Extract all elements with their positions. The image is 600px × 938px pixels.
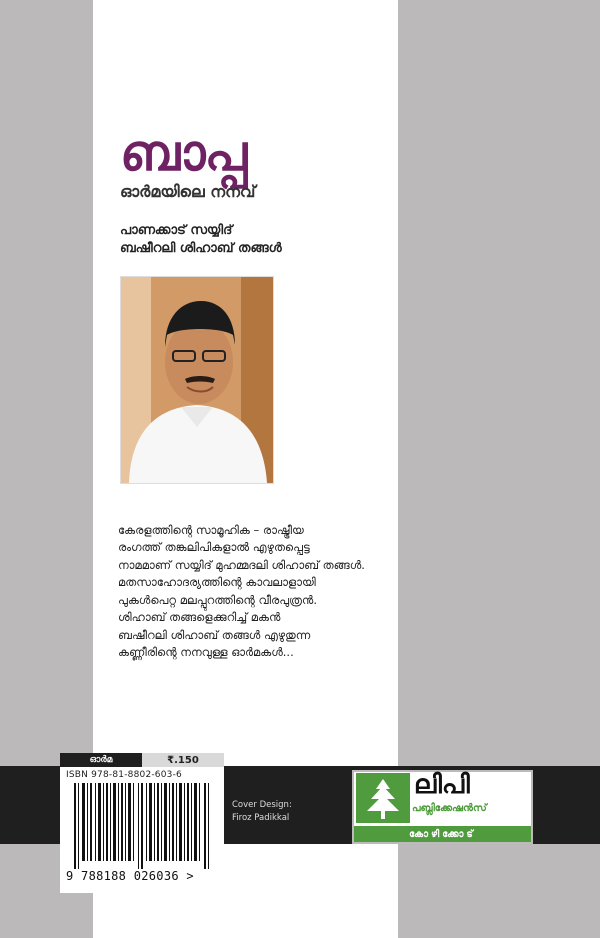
cover-design-label: Cover Design: bbox=[232, 800, 292, 810]
book-subtitle: ഓർമയിലെ നനവ് bbox=[120, 182, 256, 201]
blurb-line: ശിഹാബ് തങ്ങളെക്കുറിച്ച് മകൻ bbox=[118, 610, 281, 625]
tree-logo-icon bbox=[356, 773, 410, 823]
isbn-text: ISBN 978-81-8802-603-6 bbox=[66, 770, 182, 780]
barcode-digits: 9 788188 026036 > bbox=[66, 869, 194, 883]
blurb-line: കേരളത്തിന്റെ സാമൂഹിക – രാഷ്ട്രീയ bbox=[118, 523, 304, 537]
author-name bbox=[120, 222, 282, 257]
blurb-line: കണ്ണീരിന്റെ നനവുള്ള ഓർമകൾ... bbox=[118, 645, 294, 660]
author-photo bbox=[120, 276, 274, 484]
publisher-city: കോഴിക്കോട് bbox=[354, 826, 531, 842]
barcode-icon bbox=[74, 783, 212, 869]
blurb-line: പുകൾപെറ്റ മലപ്പുറത്തിന്റെ വീരപുത്രൻ. bbox=[118, 592, 317, 607]
blurb-line: രംഗത്ത് തങ്കലിപികളാൽ എഴുതപ്പെട്ട bbox=[118, 540, 310, 555]
blurb-line: നാമമാണ് സയ്യിദ് മുഹമ്മദലി ശിഹാബ് തങ്ങൾ. bbox=[118, 557, 365, 572]
publisher-subtitle: പബ്ലിക്കേഷൻസ് bbox=[412, 803, 487, 814]
author-line-2: ബഷീറലി ശിഹാബ് തങ്ങൾ bbox=[120, 240, 282, 256]
author-line-1: പാണക്കാട് സയ്യിദ് bbox=[120, 223, 233, 238]
blurb-line: ബഷീറലി ശിഹാബ് തങ്ങൾ എഴുതുന്ന bbox=[118, 627, 311, 642]
author-portrait-illustration bbox=[121, 277, 273, 483]
book-title: ബാപ്പ bbox=[120, 124, 247, 182]
cover-design-credit bbox=[232, 799, 292, 825]
back-cover-blurb bbox=[118, 522, 396, 662]
category-label: ഓർമ bbox=[60, 753, 142, 767]
price-label: ₹.150 bbox=[142, 753, 224, 767]
blurb-line: മതസാഹോദര്യത്തിന്റെ കാവലാളായി bbox=[118, 575, 316, 590]
cover-designer-name: Firoz Padikkal bbox=[232, 812, 290, 823]
publisher-name: ലിപി bbox=[414, 770, 470, 800]
